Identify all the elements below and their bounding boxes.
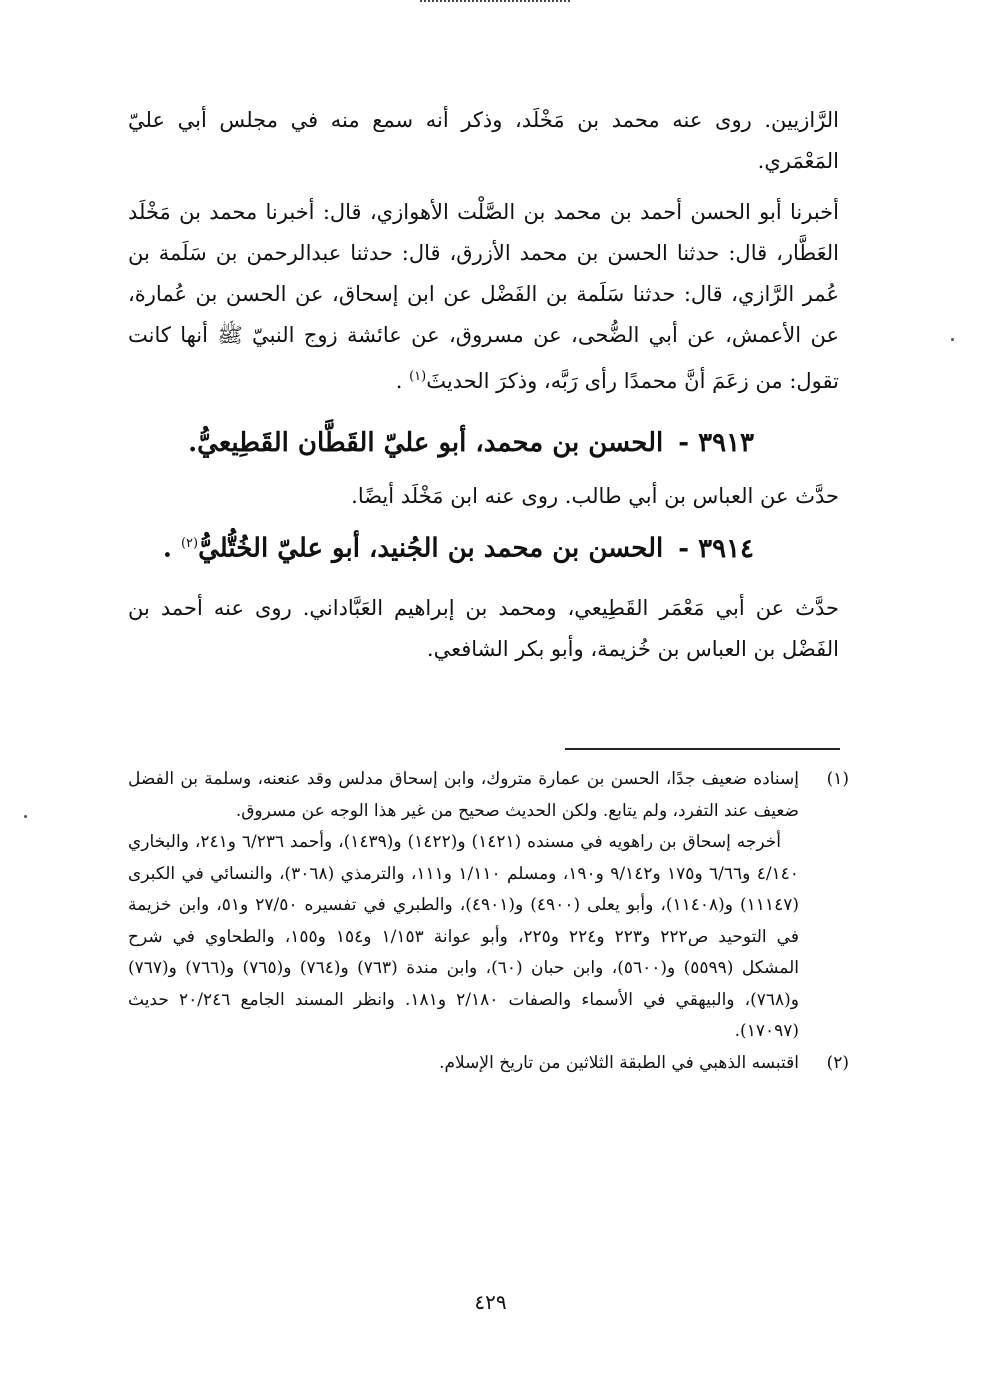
footnote-ref-2[interactable]: (٢) (180, 536, 199, 551)
footnote-body (128, 764, 799, 1048)
entry-title: الحسن بن محمد بن الجُنيد، أبو عليّ الخُتُّليُّ (198, 533, 664, 564)
main-text (128, 100, 839, 670)
paragraph-2-end: . (395, 369, 410, 393)
entry-heading-3914 (128, 521, 839, 572)
footnote-separator (565, 748, 840, 750)
footnote-paragraph: أخرجه إسحاق بن راهويه في مسنده (١٤٢١) و(١٤٢٢) و(١٤٣٩)، وأحمد ٦/٢٣٦ و٢٤١، والبخاري ٤/١٤٠ و٦/٦٦ و١٧٥ و٩/١٤٢ و١٩٠، ومسلم ١/١١٠ و١١١، والترمذي (٣٠٦٨)، والنسائي في الكبرى (١١١٤٧) و(١١٤٠٨)، وأبو يعلى (٤٩٠٠) و(٤٩٠١)، والطبري في تفسيره ٢٧/٥٠ و٥١، وابن خزيمة في التوحيد ص٢٢٢ و٢٢٣ و٢٢٤ و٢٢٥، وأبو عوانة ١/١٥٣ و١٥٤ و١٥٥، والطحاوي في شرح المشكل (٥٥٩٩) و(٥٦٠٠)، وابن حبان (٦٠)، وابن مندة (٧٦٣) و(٧٦٤) و(٧٦٥) و(٧٦٦) و(٧٦٧) و(٧٦٨)، والبيهقي في الأسماء والصفات ٢/١٨٠ و١٨١. وانظر المسند الجامع ٢٠/٢٤٦ حديث (١٧٠٩٧). (128, 832, 799, 1041)
paragraph-2-text: أخبرنا أبو الحسن أحمد بن محمد بن الصَّلْت الأهوازي، قال: أخبرنا محمد بن مَخْلَد العَطَّار، قال: حدثنا الحسن بن محمد الأزرق، قال: حدثنا عبدالرحمن بن سَلَمة بن عُمر الرَّازي، قال: حدثنا سَلَمة بن الفَضْل عن ابن إسحاق، عن الحسن بن عُمارة، عن الأعمش، عن أبي الضُّحى، عن مسروق، عن عائشة زوج النبيّ ﷺ أنها كانت تقول: من زعَمَ أنَّ محمدًا رأى رَبَّه، وذكرَ الحديثَ (128, 200, 839, 393)
footnotes (128, 764, 849, 1079)
entry-title: الحسن بن محمد، أبو عليّ القَطَّان القَطِيعيُّ. (188, 428, 664, 458)
footnote-paragraph: إسناده ضعيف جدًا، الحسن بن عمارة متروك، وابن إسحاق مدلس وقد عنعنه، وسلمة بن الفضل ضعيف عند التفرد، ولم يتابع. ولكن الحديث صحيح من غير هذا الوجه عن مسروق. (128, 769, 799, 821)
entry-number: ٣٩١٣ - (678, 428, 754, 458)
paragraph-2 (128, 192, 839, 402)
entry-heading-3913 (128, 420, 839, 466)
footnote-marker: (٢) (826, 1052, 849, 1073)
footnote-1 (128, 764, 849, 1048)
footnote-body (128, 1048, 799, 1080)
page-number: ٤٢٩ (474, 1290, 507, 1314)
footnote-marker: (١) (826, 769, 849, 789)
paragraph-1: الرَّازيين. روى عنه محمد بن مَخْلَد، وذكر أنه سمع منه في مجلس أبي عليّ المَعْمَري. (128, 108, 839, 173)
footnote-ref-1[interactable]: (١) (409, 369, 427, 384)
scan-speck (951, 338, 954, 341)
scan-speck (24, 815, 27, 818)
top-edge-mark (420, 0, 570, 8)
paragraph-3: حدَّث عن العباس بن أبي طالب. روى عنه ابن مَخْلَد أيضًا. (351, 484, 839, 508)
paragraph-4: حدَّث عن أبي مَعْمَر القَطِيعي، ومحمد بن إبراهيم العَبَّاداني. روى عنه أحمد بن الفَضْل بن العباس بن خُزيمة، وأبو بكر الشافعي. (128, 595, 839, 661)
entry-number: ٣٩١٤ - (678, 533, 754, 564)
entry-title-end: . (162, 533, 181, 564)
footnote-2 (128, 1048, 849, 1080)
footnote-paragraph: اقتبسه الذهبي في الطبقة الثلاثين من تاريخ الإسلام. (439, 1052, 799, 1073)
